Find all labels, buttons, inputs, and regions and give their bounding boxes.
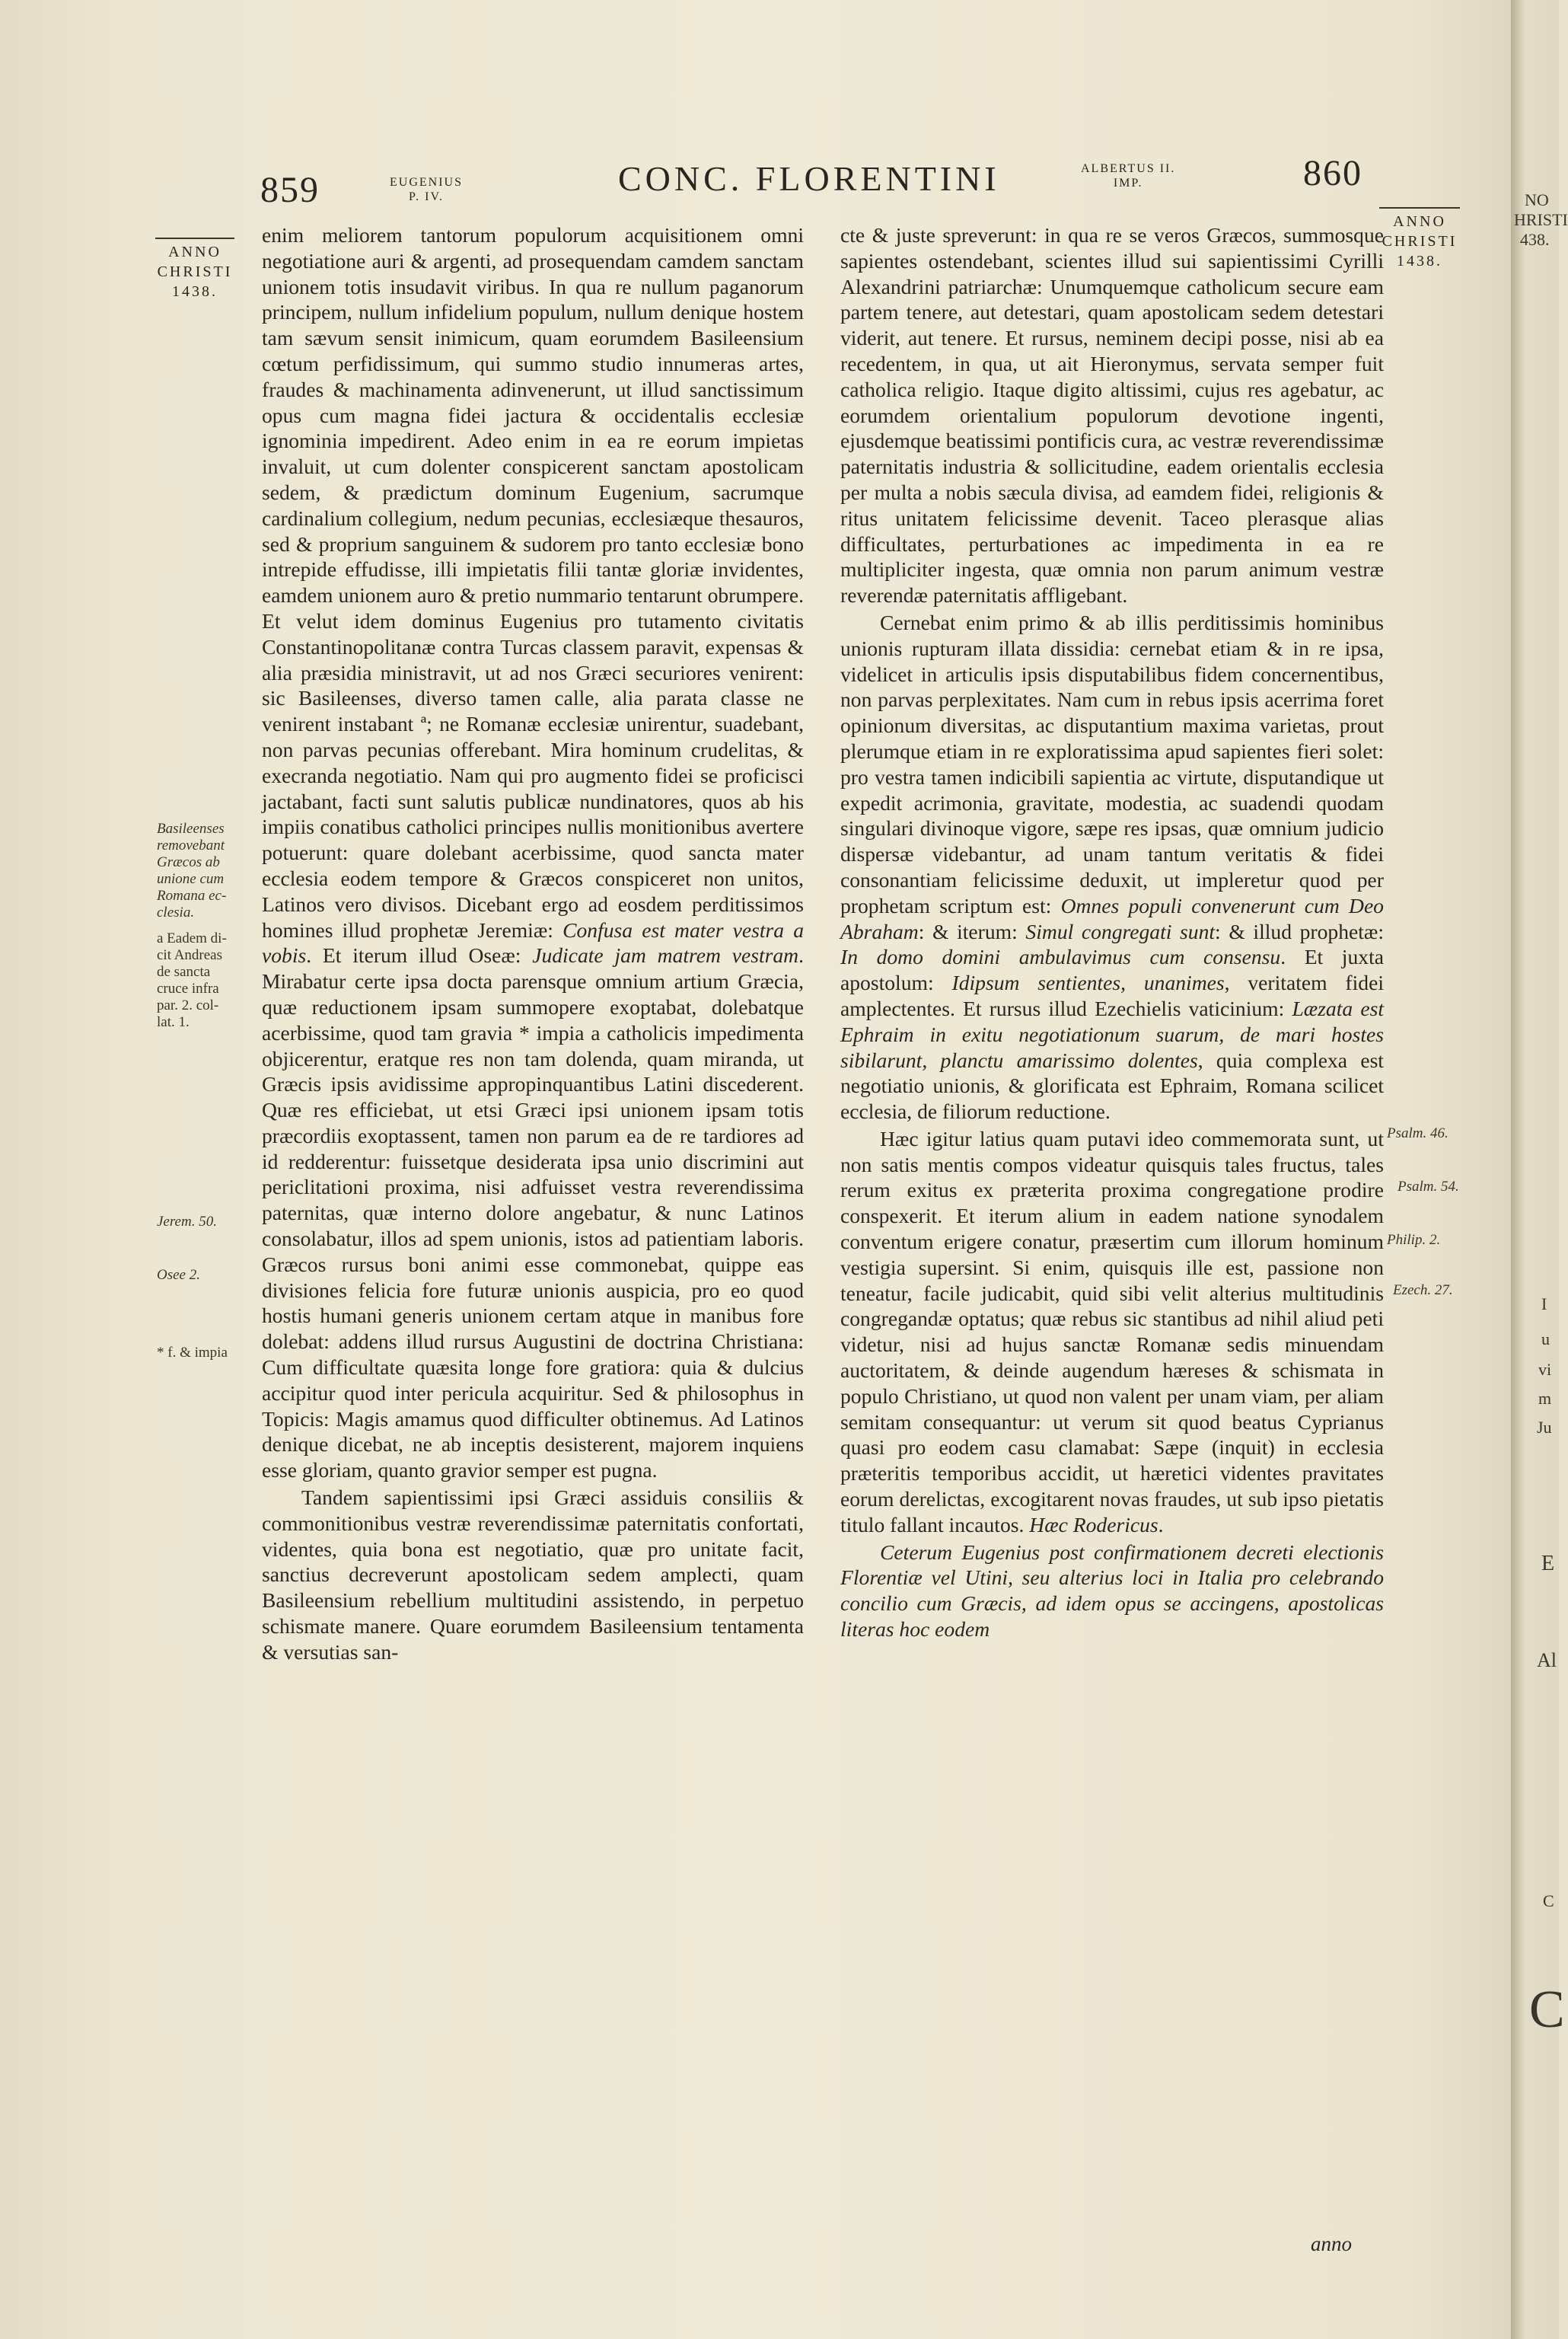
margin-note-osee: Osee 2. [157, 1267, 200, 1283]
margin-note-philippians: Philip. 2. [1387, 1232, 1441, 1248]
margin-note-variant: * f. & impia [157, 1345, 228, 1361]
margin-note-basileenses [157, 821, 256, 921]
margin-line: de sancta [157, 964, 211, 980]
running-head-left-line1: EUGENIUS [390, 176, 463, 189]
next-page-edge [1511, 0, 1568, 2339]
page-number-left: 859 [260, 170, 320, 210]
year-anno: ANNO [168, 244, 221, 260]
running-head-left [390, 175, 463, 204]
year-rule [1379, 207, 1460, 209]
margin-line: cruce infra [157, 981, 219, 997]
margin-note-footnote-a [157, 930, 256, 1031]
text-column-left [262, 222, 804, 1665]
edge-fragment: Al [1537, 1649, 1557, 1671]
margin-note-psalm-46: Psalm. 46. [1387, 1125, 1448, 1141]
margin-line: removebant [157, 838, 225, 854]
margin-note-jeremiah: Jerem. 50. [157, 1214, 217, 1230]
running-head-right [1081, 161, 1175, 190]
margin-line: par. 2. col- [157, 997, 219, 1013]
paragraph: enim meliorem tantorum populorum acquisitionem omni negotiatione auri & argenti, ad prosequendam camdem sanctam unionem totis insudavit viribus. In qua re nullum paganorum principem, nullum infidelium populum, nullum denique hostem tam sævum sensit inimicum, quam eorumdem Basileensium cœtum perfidissimum, qui summo studio innumeras artes, fraudes & machinamenta adinvenerunt, ut illud sanctissimum opus cum magna fidei jactura & occidentalis ecclesiæ ignominia impedirent. Adeo enim in ea re eorum impietas invaluit, ut cum dolenter conspicerent sanctam apostolicam sedem, & prædictum dominum Eugenium, sacrumque cardinalium collegium, nedum pecunias, ecclesiæque thesauros, sed & proprium sanguinem & sudorem pro tanto ecclesiæ bono intrepide effudisse, illi impietatis filii tantæ gloriæ invidentes, eamdem unionem auro & pretio nummario tentarunt obrumpere. Et velut idem dominus Eugenius pro tutamento civitatis Constantinopolitanæ contra Turcas classem paravit, expensas & alia præsidia ministravit, ut ad nos Græci securiores venirent: sic Basileenses, diverso tamen calle, alia parata classe ne venirent instabant ª; ne Romanæ ecclesiæ unirentur, suadebant, non parvas pecunias offerebant. Mira hominum crudelitas, & execranda negotiatio. Nam qui pro augmento fidei se proficisci jactabant, facti sunt salutis publicæ nundinatores, quos ab his impiis conatibus catholici principes nullis monitionibus avertere potuerunt: quare dolebant acerbissime, quod sancta mater ecclesia eodem tempore & Græcos conspiceret non unitos, Latinos vero divisos. Dicebant ergo ad eosdem perditissimos homines illud prophetæ Jeremiæ: Confusa est mater vestra a vobis. Et iterum illud Oseæ: Judicate jam matrem vestram. Mirabatur certe ipsa docta parensque omnium artium Græcia, quæ reductionem ipsam summopere exoptabat, dolebatque acerbissime, quod tam gravia * impia a catholicis impedimenta objicerentur, eratque res non tam dolenda, quam miranda, ut Græcis ipsis avidissime appropinquantibus Latini discederent. Quæ res efficiebat, ut etsi Græci ipsi unionem ipsam totis præcordiis exoptassent, tamen non parum ea de re tardiores ad id redderentur: fuissetque desiderata ipsa unio discrimini aut periclitationi proxima, nisi adfuisset vestra reverendissima paternitas, quæ interno dolore angebatur, & nunc Latinos consolabatur, illos ad spem unionis, istos ad patientiam laboris. Græcos rursus boni animi esse commonebat, quippe eas divisiones felicia fore futuræ unionis auspicia, pro eo quod hostis humani generis unionem certam atque in manibus fore dolebat: addens illud rursus Augustini de doctrina Christiana: Cum difficultate quæsita longe fore gratiora: quia & dulcius accipitur quod inter pericula acquiritur. Sed & philosophus in Topicis: Magis amamus quod difficulter obtinemus. Ad Latinos denique dicebat, ne ab inceptis desisterent, majorem inquiens esse gloriam, quanto gravior semper est pugna. [262, 223, 804, 1482]
margin-line: cit Andreas [157, 947, 223, 963]
margin-line: clesia. [157, 905, 195, 921]
margin-line: lat. 1. [157, 1014, 190, 1030]
paragraph: Cernebat enim primo & ab illis perditissimis hominibus unionis rupturam illata dissidia: cernebat etiam & in re ipsa, videlicet in articulis ipsis disputabilibus fidem concernentibus, non parvas perplexitates. Nam cum in rebus ipsis acerrima foret opinionum diversitas, ac disputantium maxima varietas, prout plerumque etiam in re exploratissima apud sapientes fieri solet: pro vestra tamen indicibili sapientia ac virtute, disputandique ut expedit acrimonia, gravitate, modestia, ac suadendi quodam singulari divinoque vigore, sæpe res ipsas, quæ omnium judicio dispersæ videbantur, ad unam tantum veritatis & fidei consonantiam felicissime deduxit, ut impleretur quod per prophetam scriptum est: Omnes populi convenerunt cum Deo Abraham: & iterum: Simul congregati sunt: & illud prophetæ: In domo domini ambulavimus cum consensu. Et juxta apostolum: Idipsum sentientes, unanimes, veritatem fidei amplectentes. Et rursus illud Ezechielis vaticinium: Læzata est Ephraim in exitu negotiationum suarum, de mari hostes sibilarunt, planctu amarissimo dolentes, quia complexa est negotiatio unionis, & glorificata est Ephraim, Romana scilicet ecclesia, de filiorum reductione. [840, 610, 1385, 1124]
paragraph: Hæc igitur latius quam putavi ideo commemorata sunt, ut non satis mentis compos videatur quisquis tales fructus, tales rerum exitus ex præterita proxima congregatione prodire conspexerit. Et iterum alium in eadem natione synodalem conventum erigere conatur, præsertim cum illorum hominum vestigia supersint. Si enim, quisquis ille est, passione non teneatur, facile judicabit, quid sibi velit alterius multitudinis congregandæ optatus; quæ rebus sic stantibus ad nihil aliud peti videtur, nisi ad hujus sanctæ Romanæ sedis minuendam auctoritatem, & deinde augendum hæreses & schismata in populo Christiano, ut quod non valent per unam viam, per aliam semitam consequantur: ut verum sit quod beatus Cyprianus quasi pro eodem casu clamabat: Sæpe (inquit) in ecclesia præteritis temporibus accidit, ut hæretici videntes pravitates eorum derelictas, excogitarent novas fraudes, ut sub ipso pietatis titulo fallant incautos. Hæc Rodericus. [840, 1126, 1384, 1536]
edge-fragment: C [1529, 1980, 1565, 2039]
running-head-left-line2: P. IV. [409, 190, 444, 203]
page-number-right: 860 [1303, 153, 1362, 193]
edge-fragment: NO [1525, 190, 1549, 209]
margin-line: Græcos ab [157, 854, 220, 870]
text-column-right [840, 222, 1384, 1642]
edge-fragment: u [1541, 1329, 1550, 1348]
catchword: anno [1311, 2232, 1352, 2255]
year-box-right [1379, 207, 1460, 271]
year-anno: ANNO [1393, 213, 1446, 230]
edge-fragment: m [1538, 1389, 1552, 1408]
paragraph: Tandem sapientissimi ipsi Græci assiduis consiliis & commonitionibus vestræ reverendissimæ paternitatis confortati, videntes, quia bona est negotiatio, quæ pro unitate facit, sanctius decreverunt apostolicam sedem amplecti, quam Basileensium rebellium multitudini assistendo, in perpetuo schismate manere. Quare eorumdem Basileensium tentamenta & versutias san- [262, 1485, 804, 1664]
edge-fragment: HRISTI [1514, 210, 1568, 229]
margin-line: Basileenses [157, 821, 225, 837]
edge-fragment: I [1541, 1294, 1547, 1313]
margin-line: Romana ec- [157, 888, 227, 904]
margin-note-ezechiel: Ezech. 27. [1393, 1282, 1453, 1298]
year-box-left [155, 238, 234, 302]
year-christi: CHRISTI [157, 263, 233, 280]
paragraph: cte & juste spreverunt: in qua re se veros Græcos, summosque sapientes ostendebant, scientes illud sui sapientissimi Cyrilli Alexandrini patriarchæ: Unumquemque catholicum secure eam partem tenere, aut detestari, quam apostolicam sedem detestari viderit, aut tenere. Et rursus, neminem decipi posse, nisi ab ea recedentem, in qua, ut ait Hieronymus, servata semper fuit catholica religio. Itaque digito altissimi, cujus res agebatur, ac eorumdem orientalium populorum devotione ingenti, ejusdemque beatissimi pontificis cura, ac vestræ reverendissimæ paternitatis industria & sollicitudine, eadem orientalis ecclesia per multa a nobis sæcula divisa, ad eamdem fidei, religionis & ritus unitatem felicissime devenit. Taceo plerasque alias difficultates, perturbationes ac impedimenta in ea re multipliciter ingesta, quæ omnia non parum animum vestræ reverendæ paternitatis affligebant. [840, 223, 1384, 608]
page-title: CONC. FLORENTINI [618, 159, 1000, 198]
margin-line: a Eadem di- [157, 930, 227, 946]
edge-fragment: vi [1538, 1360, 1552, 1379]
year-christi: CHRISTI [1382, 233, 1458, 250]
margin-note-psalm-54: Psalm. 54. [1397, 1179, 1459, 1195]
paragraph: Ceterum Eugenius post confirmationem decreti electionis Florentiæ vel Utini, seu alterius loci in Italia pro celebrando concilio cum Græcis, ad idem opus se accingens, apostolicas literas hoc eodem [840, 1540, 1384, 1642]
edge-fragment: Ju [1537, 1418, 1552, 1437]
edge-fragment: E [1541, 1552, 1555, 1575]
edge-fragment: 438. [1520, 230, 1550, 249]
year-number: 1438. [172, 283, 218, 300]
running-head-right-line2: IMP. [1113, 177, 1143, 190]
margin-line: unione cum [157, 871, 225, 887]
year-number: 1438. [1397, 253, 1442, 270]
edge-fragment: C [1543, 1891, 1554, 1910]
year-rule [155, 238, 234, 239]
running-head-right-line1: ALBERTUS II. [1081, 162, 1176, 175]
